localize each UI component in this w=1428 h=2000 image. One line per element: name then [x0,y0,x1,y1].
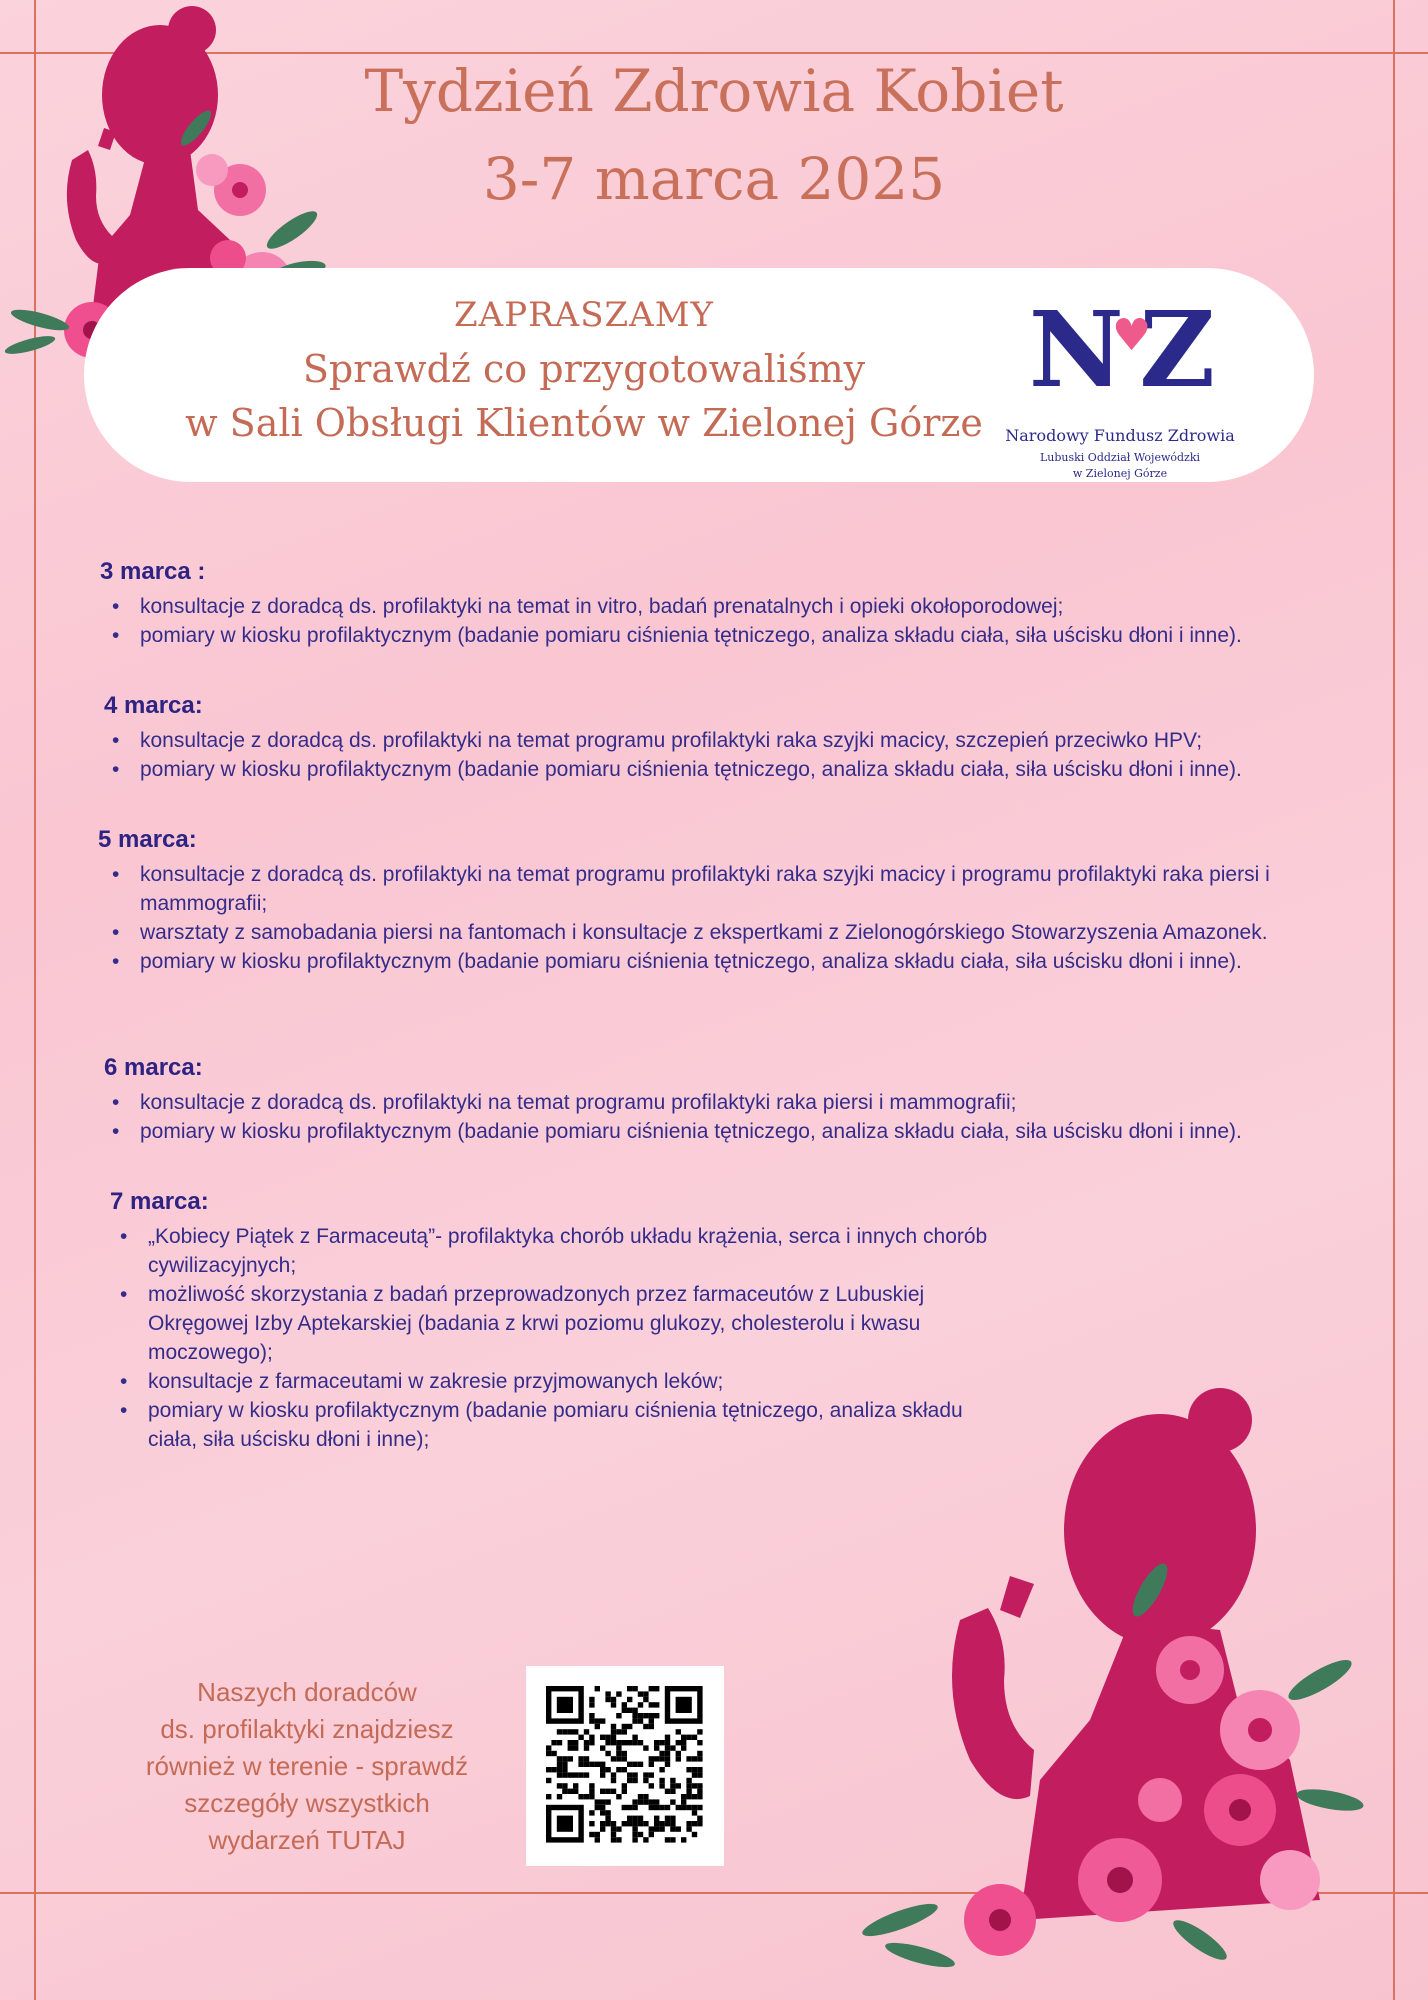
nfz-name: Narodowy Fundusz Zdrowia [1005,426,1235,445]
nfz-logo-mark [1000,288,1240,422]
nfz-branch-line-1: Lubuski Oddział Wojewódzki [1039,451,1201,464]
invitation-line-3: w Sali Obsługi Klientów w Zielonej Górze [185,401,983,445]
note-line: wydarzeń TUTAJ [208,1825,406,1855]
list-item: • pomiary w kiosku profilaktycznym (badanie pomiaru ciśnienia tętniczego, analiza składu ciała, siła uścisku dłoni i inne). [110,1117,1370,1146]
note-line: szczegóły wszystkich [184,1788,430,1818]
heart-icon: ♥ [1111,310,1148,361]
nfz-branch [1000,450,1240,482]
list-item: • pomiary w kiosku profilaktycznym (badanie pomiaru ciśnienia tętniczego, analiza składu ciała, siła uścisku dłoni i inne). [110,755,1370,784]
list-item: • możliwość skorzystania z badań przeprowadzonych przez farmaceutów z Lubuskiej Okręgowej Izby Aptekarskiej (badania z krwi poziomu glukozy, cholesterolu i kwasu moczowego); [118,1280,998,1367]
note-line: również w terenie - sprawdź [145,1751,469,1781]
invitation-text [84,288,1084,450]
list-item: • konsultacje z doradcą ds. profilaktyki na temat programu profilaktyki raka piersi i mammografii; [110,1088,1370,1117]
nfz-logo-letter-n: N [1028,288,1120,411]
nfz-logo-letter-z: Z [1139,288,1212,411]
nfz-branch-line-2: w Zielonej Górze [1072,467,1168,480]
note-line: ds. profilaktyki znajdziesz [160,1714,454,1744]
nfz-logo [1000,288,1240,480]
day-items [110,592,1370,650]
list-item: • konsultacje z doradcą ds. profilaktyki na temat in vitro, badań prenatalnych i opieki okołoporodowej; [110,592,1370,621]
day-items [110,1088,1370,1146]
day-heading: 7 marca: [110,1188,209,1215]
day-heading: 5 marca: [98,826,197,853]
invitation-heading: ZAPRASZAMY [454,295,714,335]
day-items [110,860,1340,976]
day-heading: 4 marca: [104,692,203,719]
note-line: Naszych doradców [197,1677,417,1707]
event-dates: 3-7 marca 2025 [482,145,946,213]
woman-silhouette-illustration-bottom [820,1380,1380,1980]
list-item: • pomiary w kiosku profilaktycznym (badanie pomiaru ciśnienia tętniczego, analiza składu ciała, siła uścisku dłoni i inne). [110,947,1340,976]
list-item: • warsztaty z samobadania piersi na fantomach i konsultacje z ekspertkami z Zielonogórskiego Stowarzyszenia Amazonek. [110,918,1340,947]
list-item: • pomiary w kiosku profilaktycznym (badanie pomiaru ciśnienia tętniczego, analiza składu ciała, siła uścisku dłoni i inne). [110,621,1370,650]
day-items [110,726,1370,784]
list-item: • pomiary w kiosku profilaktycznym (badanie pomiaru ciśnienia tętniczego, analiza składu ciała, siła uścisku dłoni i inne); [118,1396,998,1454]
field-advisors-note [112,1674,502,1859]
list-item: • „Kobiecy Piątek z Farmaceutą”- profilaktyka chorób układu krążenia, serca i innych chorób cywilizacyjnych; [118,1222,998,1280]
event-title: Tydzień Zdrowia Kobiet [364,57,1064,125]
qr-code-pattern [526,1666,724,1866]
qr-code[interactable] [526,1666,724,1866]
day-heading: 3 marca : [100,558,206,585]
list-item: • konsultacje z doradcą ds. profilaktyki na temat programu profilaktyki raka szyjki macicy i programu profilaktyki raka piersi i mammografii; [110,860,1340,918]
list-item: • konsultacje z farmaceutami w zakresie przyjmowanych leków; [118,1367,998,1396]
frame-line-right [1393,0,1395,2000]
list-item: • konsultacje z doradcą ds. profilaktyki na temat programu profilaktyki raka szyjki macicy, szczepień przeciwko HPV; [110,726,1370,755]
day-heading: 6 marca: [104,1054,203,1081]
invitation-line-2: Sprawdź co przygotowaliśmy [302,347,866,391]
